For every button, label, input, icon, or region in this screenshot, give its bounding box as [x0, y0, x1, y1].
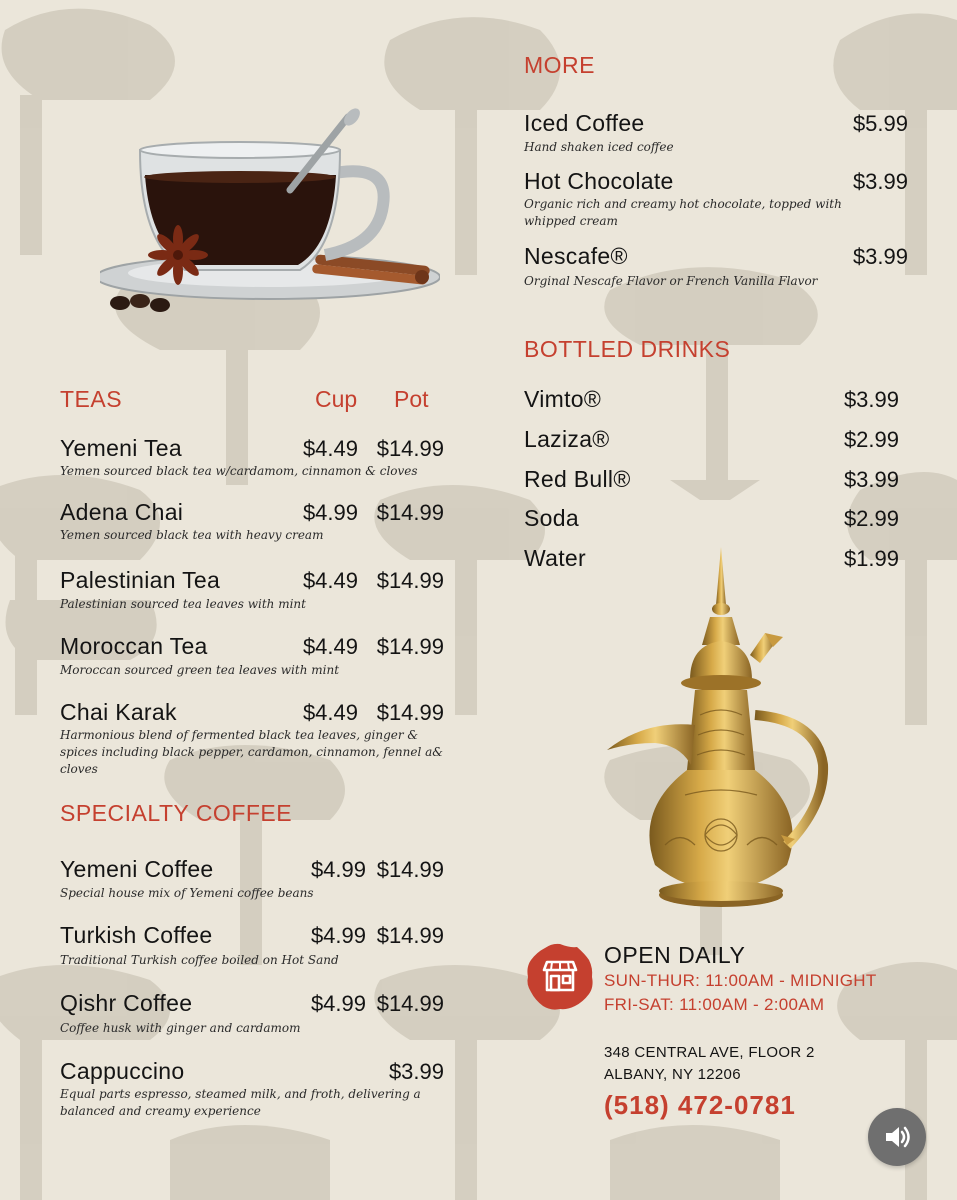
item-price: $3.99: [843, 467, 899, 492]
item-name: Yemeni Tea: [60, 435, 182, 461]
item-name: Laziza®: [524, 426, 610, 452]
store-icon: [525, 942, 595, 1012]
item-price: $3.99: [852, 244, 908, 269]
item-description: Moroccan sourced green tea leaves with mint: [60, 663, 340, 677]
pot-price: $14.99: [376, 923, 444, 948]
open-daily-title: OPEN DAILY: [604, 942, 746, 968]
item-price: $1.99: [843, 546, 899, 571]
item-description: Yemen sourced black tea with heavy cream: [60, 528, 324, 542]
item-description: Special house mix of Yemeni coffee beans: [60, 886, 314, 900]
cup-price: $4.49: [302, 436, 358, 461]
item-description: Equal parts espresso, steamed milk, and froth, delivering a balanced and creamy experience: [60, 1087, 421, 1118]
cup-price: $4.49: [302, 634, 358, 659]
item-price: $2.99: [843, 427, 899, 452]
pot-price: $14.99: [376, 568, 444, 593]
item-description: Orginal Nescafe Flavor or French Vanilla Flavor: [524, 274, 818, 288]
item-description: Palestinian sourced tea leaves with mint: [60, 597, 306, 611]
item-name: Chai Karak: [60, 699, 177, 725]
pot-price: $14.99: [376, 500, 444, 525]
pot-column-label: Pot: [394, 386, 429, 412]
cup-column-label: Cup: [315, 386, 358, 412]
hours-fri-sat: FRI-SAT: 11:00AM - 2:00AM: [604, 995, 825, 1014]
item-description: Organic rich and creamy hot chocolate, topped with whipped cream: [524, 197, 842, 228]
item-name: Yemeni Coffee: [60, 856, 214, 882]
item-name: Iced Coffee: [524, 110, 645, 136]
pot-price: $14.99: [376, 991, 444, 1016]
item-name: Adena Chai: [60, 499, 184, 525]
cup-price: $4.99: [310, 857, 366, 882]
item-price: $3.99: [843, 387, 899, 412]
item-price: $2.99: [843, 506, 899, 531]
item-name: Nescafe®: [524, 243, 628, 269]
phone-number[interactable]: (518) 472-0781: [604, 1090, 796, 1120]
item-name: Soda: [524, 505, 579, 531]
item-name: Qishr Coffee: [60, 990, 193, 1016]
pot-price: $14.99: [376, 436, 444, 461]
item-name: Moroccan Tea: [60, 633, 208, 659]
item-price: $3.99: [852, 169, 908, 194]
pot-price: $14.99: [376, 700, 444, 725]
pot-price: $14.99: [376, 857, 444, 882]
item-name: Vimto®: [524, 386, 602, 412]
item-name: Turkish Coffee: [60, 922, 213, 948]
item-name: Cappuccino: [60, 1058, 185, 1084]
cup-price: $4.99: [310, 991, 366, 1016]
item-name: Palestinian Tea: [60, 567, 221, 593]
item-name: Water: [524, 545, 586, 571]
cup-price: $4.99: [302, 500, 358, 525]
coffee-cup-icon: [100, 105, 440, 320]
audio-toggle-button[interactable]: [868, 1108, 926, 1166]
dallah-pot-icon: [605, 545, 830, 915]
item-description: Traditional Turkish coffee boiled on Hot Sand: [60, 953, 339, 967]
item-description: Harmonious blend of fermented black tea leaves, ginger & spices including black pepper, cardamon, cinnamon, fennel a& cloves: [60, 728, 443, 776]
address-line-1: 348 CENTRAL AVE, FLOOR 2: [604, 1044, 815, 1061]
bottled-drinks-title: BOTTLED DRINKS: [524, 336, 731, 362]
pot-price: $14.99: [376, 634, 444, 659]
cup-price: $4.99: [310, 923, 366, 948]
item-price: $3.99: [388, 1059, 444, 1084]
cup-price: $4.49: [302, 700, 358, 725]
teas-title: TEAS: [60, 386, 123, 412]
item-description: Coffee husk with ginger and cardamom: [60, 1021, 301, 1035]
address-line-2: ALBANY, NY 12206: [604, 1066, 741, 1083]
hours-sun-thur: SUN-THUR: 11:00AM - MIDNIGHT: [604, 971, 877, 990]
item-description: Yemen sourced black tea w/cardamom, cinnamon & cloves: [60, 464, 418, 478]
item-name: Red Bull®: [524, 466, 631, 492]
cup-price: $4.49: [302, 568, 358, 593]
specialty-coffee-title: SPECIALTY COFFEE: [60, 800, 293, 826]
speaker-icon: [882, 1122, 912, 1152]
item-description: Hand shaken iced coffee: [524, 140, 674, 154]
more-title: MORE: [524, 52, 595, 78]
item-name: Hot Chocolate: [524, 168, 674, 194]
item-price: $5.99: [852, 111, 908, 136]
